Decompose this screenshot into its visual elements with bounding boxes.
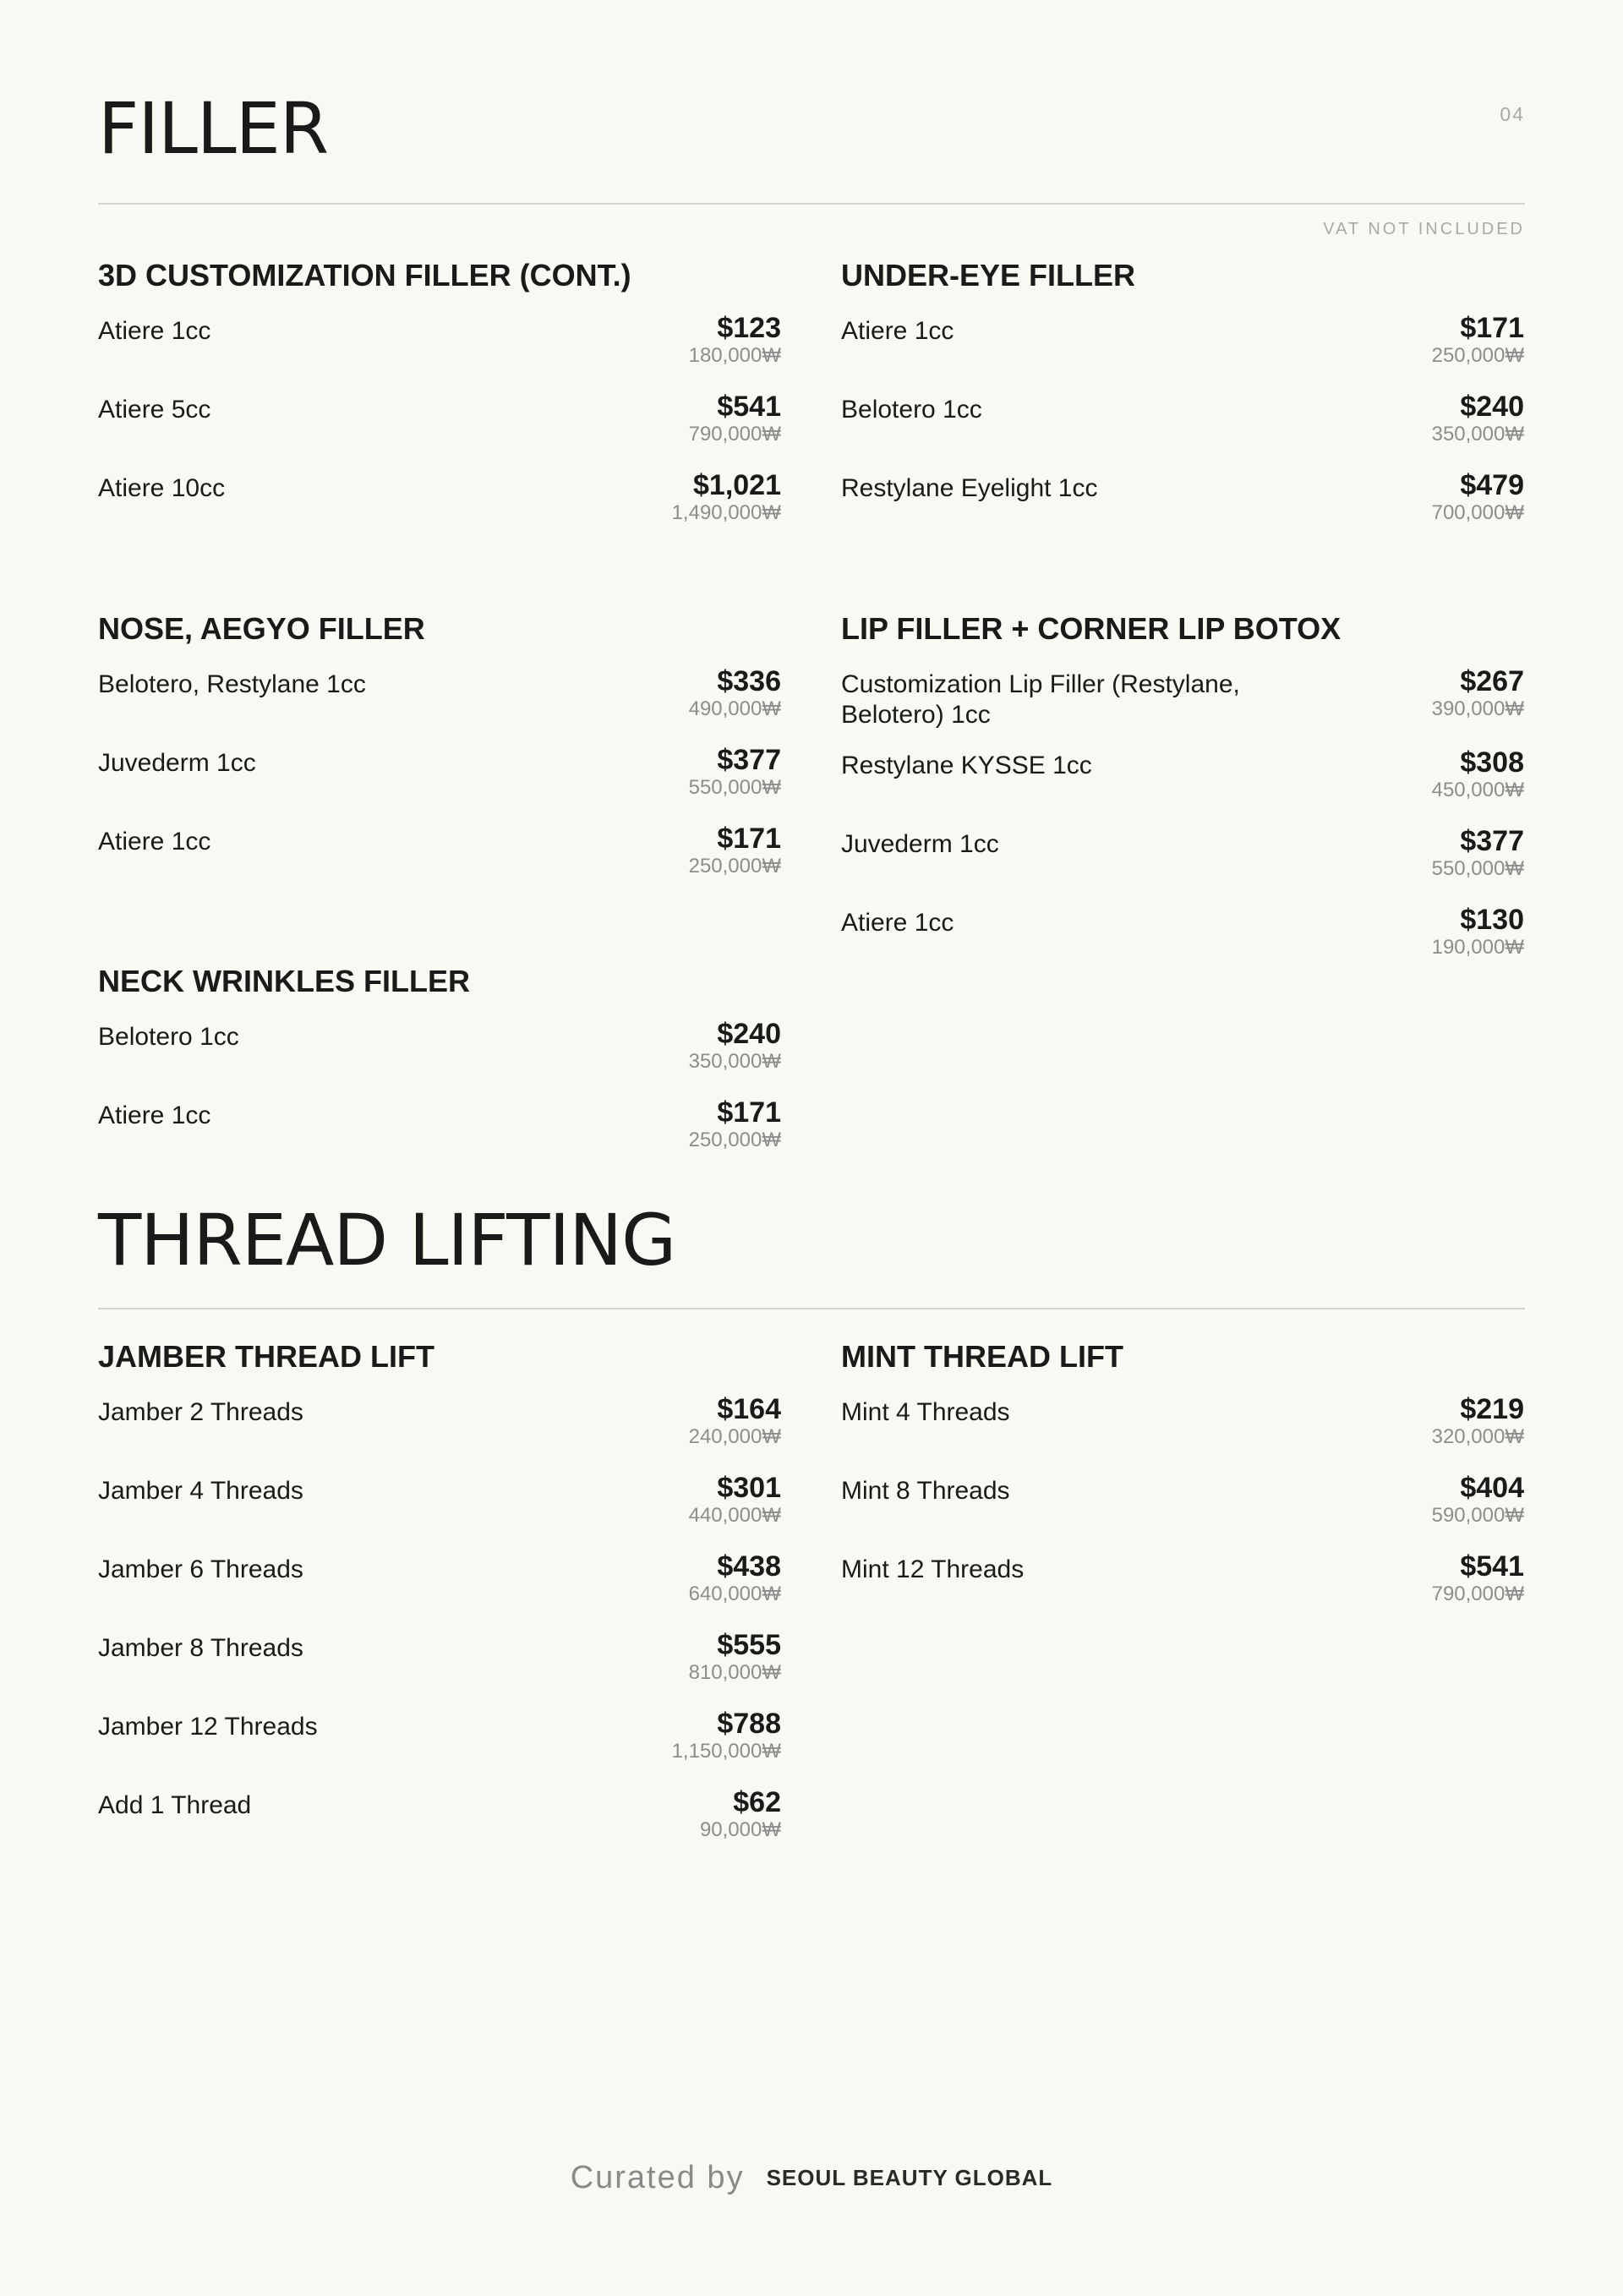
- item-name: Atiere 1cc: [98, 317, 211, 345]
- item-name: Restylane Eyelight 1cc: [841, 474, 1098, 502]
- item-name: Atiere 1cc: [98, 1102, 211, 1129]
- price-krw: 320,000₩: [1431, 1425, 1524, 1448]
- section-neck-wrinkles-filler: [98, 966, 781, 1174]
- thread-divider: [98, 1308, 1525, 1309]
- item-name: Atiere 10cc: [98, 474, 226, 502]
- list-item: [98, 1471, 781, 1550]
- thread-lifting-title: THREAD LIFTING: [98, 1199, 676, 1282]
- price-usd: $240: [1460, 391, 1524, 423]
- filler-divider: [98, 203, 1525, 205]
- list-item: [98, 822, 781, 900]
- price-usd: $62: [733, 1786, 781, 1818]
- section-title: 3D CUSTOMIZATION FILLER (CONT.): [98, 258, 631, 292]
- list-item: [98, 390, 781, 468]
- list-item: [841, 746, 1524, 824]
- item-name: Atiere 1cc: [98, 828, 211, 856]
- list-item: [98, 1707, 781, 1785]
- price-krw: 180,000₩: [688, 344, 781, 367]
- section-nose-aegyo-filler: [98, 611, 781, 900]
- price-usd: $336: [717, 665, 781, 697]
- price-usd: $555: [717, 1629, 781, 1661]
- price-krw: 240,000₩: [688, 1425, 781, 1448]
- vat-note: VAT NOT INCLUDED: [1323, 220, 1525, 238]
- section-under-eye-filler: [841, 260, 1524, 547]
- price-usd: $308: [1460, 746, 1524, 779]
- section-title: MINT THREAD LIFT: [841, 1339, 1123, 1374]
- price-krw: 640,000₩: [688, 1583, 781, 1605]
- price-krw: 250,000₩: [688, 1129, 781, 1151]
- price-usd: $541: [717, 391, 781, 423]
- item-name: Restylane KYSSE 1cc: [841, 752, 1092, 779]
- item-name: Juvederm 1cc: [841, 830, 999, 858]
- list-item: [841, 1550, 1524, 1628]
- price-krw: 550,000₩: [1431, 857, 1524, 880]
- price-usd: $171: [1460, 312, 1524, 344]
- list-item: [841, 1392, 1524, 1471]
- price-usd: $541: [1460, 1550, 1524, 1583]
- price-krw: 190,000₩: [1431, 936, 1524, 959]
- price-krw: 790,000₩: [688, 423, 781, 446]
- item-name: Add 1 Thread: [98, 1791, 252, 1819]
- list-item: [98, 1785, 781, 1864]
- price-usd: $479: [1460, 469, 1524, 501]
- price-usd: $123: [717, 312, 781, 344]
- price-usd: $404: [1460, 1472, 1524, 1504]
- price-krw: 250,000₩: [688, 855, 781, 877]
- price-usd: $377: [717, 744, 781, 776]
- list-item: [98, 1550, 781, 1628]
- list-item: [98, 1017, 781, 1096]
- price-krw: 1,490,000₩: [671, 501, 781, 524]
- item-name: Juvederm 1cc: [98, 749, 256, 777]
- price-usd: $219: [1460, 1393, 1524, 1425]
- section-title: UNDER-EYE FILLER: [841, 258, 1136, 292]
- price-krw: 350,000₩: [1431, 423, 1524, 446]
- item-name: Belotero 1cc: [98, 1023, 239, 1051]
- price-krw: 440,000₩: [688, 1504, 781, 1527]
- curated-by-text: Curated by: [570, 2160, 745, 2195]
- section-title: NOSE, AEGYO FILLER: [98, 611, 425, 646]
- list-item: [841, 903, 1524, 981]
- list-item: [841, 824, 1524, 903]
- footer: [0, 2160, 1623, 2196]
- price-krw: 250,000₩: [1431, 344, 1524, 367]
- price-usd: $377: [1460, 825, 1524, 857]
- list-item: [98, 743, 781, 822]
- list-item: [841, 468, 1524, 547]
- price-krw: 390,000₩: [1431, 697, 1524, 720]
- section-mint-thread-lift: [841, 1339, 1524, 1628]
- price-usd: $267: [1460, 665, 1524, 697]
- price-usd: $130: [1460, 904, 1524, 936]
- list-item: [98, 468, 781, 547]
- list-item: [841, 1471, 1524, 1550]
- price-krw: 590,000₩: [1431, 1504, 1524, 1527]
- list-item: [841, 311, 1524, 390]
- price-usd: $240: [717, 1018, 781, 1050]
- item-name: Mint 12 Threads: [841, 1555, 1025, 1583]
- price-krw: 810,000₩: [688, 1661, 781, 1684]
- section-title: NECK WRINKLES FILLER: [98, 964, 470, 998]
- list-item: [841, 390, 1524, 468]
- price-krw: 790,000₩: [1431, 1583, 1524, 1605]
- price-krw: 350,000₩: [688, 1050, 781, 1073]
- price-krw: 550,000₩: [688, 776, 781, 799]
- price-usd: $164: [717, 1393, 781, 1425]
- price-krw: 700,000₩: [1431, 501, 1524, 524]
- brand-name: SEOUL BEAUTY GLOBAL: [766, 2165, 1053, 2190]
- price-usd: $171: [717, 823, 781, 855]
- list-item: [98, 1096, 781, 1174]
- item-name: Atiere 1cc: [841, 909, 954, 937]
- item-name: Jamber 4 Threads: [98, 1477, 303, 1505]
- item-name: Atiere 1cc: [841, 317, 954, 345]
- item-name: Jamber 8 Threads: [98, 1634, 303, 1662]
- section-jamber-thread-lift: [98, 1339, 781, 1864]
- item-name: Atiere 5cc: [98, 396, 211, 424]
- item-name: Belotero, Restylane 1cc: [98, 670, 366, 698]
- price-usd: $438: [717, 1550, 781, 1583]
- item-name: Customization Lip Filler (Restylane, Belotero) 1cc: [841, 670, 1240, 729]
- list-item: [98, 311, 781, 390]
- price-krw: 90,000₩: [699, 1818, 781, 1841]
- price-usd: $788: [717, 1708, 781, 1740]
- price-usd: $301: [717, 1472, 781, 1504]
- price-krw: 450,000₩: [1431, 779, 1524, 801]
- section-title: JAMBER THREAD LIFT: [98, 1339, 434, 1374]
- list-item: [98, 1628, 781, 1707]
- item-name: Jamber 12 Threads: [98, 1713, 318, 1741]
- list-item: [98, 1392, 781, 1471]
- list-item: [98, 664, 781, 743]
- section-3d-customization-filler: [98, 260, 781, 547]
- price-krw: 1,150,000₩: [671, 1740, 781, 1763]
- filler-title: FILLER: [98, 87, 329, 170]
- section-title: LIP FILLER + CORNER LIP BOTOX: [841, 611, 1342, 646]
- item-name: Belotero 1cc: [841, 396, 982, 424]
- price-usd: $171: [717, 1096, 781, 1129]
- list-item: [841, 664, 1524, 746]
- item-name: Mint 8 Threads: [841, 1477, 1010, 1505]
- item-name: Jamber 6 Threads: [98, 1555, 303, 1583]
- price-krw: 490,000₩: [688, 697, 781, 720]
- item-name: Jamber 2 Threads: [98, 1398, 303, 1426]
- price-usd: $1,021: [693, 469, 781, 501]
- item-name: Mint 4 Threads: [841, 1398, 1010, 1426]
- page-number: 04: [1500, 103, 1525, 125]
- section-lip-filler: [841, 611, 1524, 981]
